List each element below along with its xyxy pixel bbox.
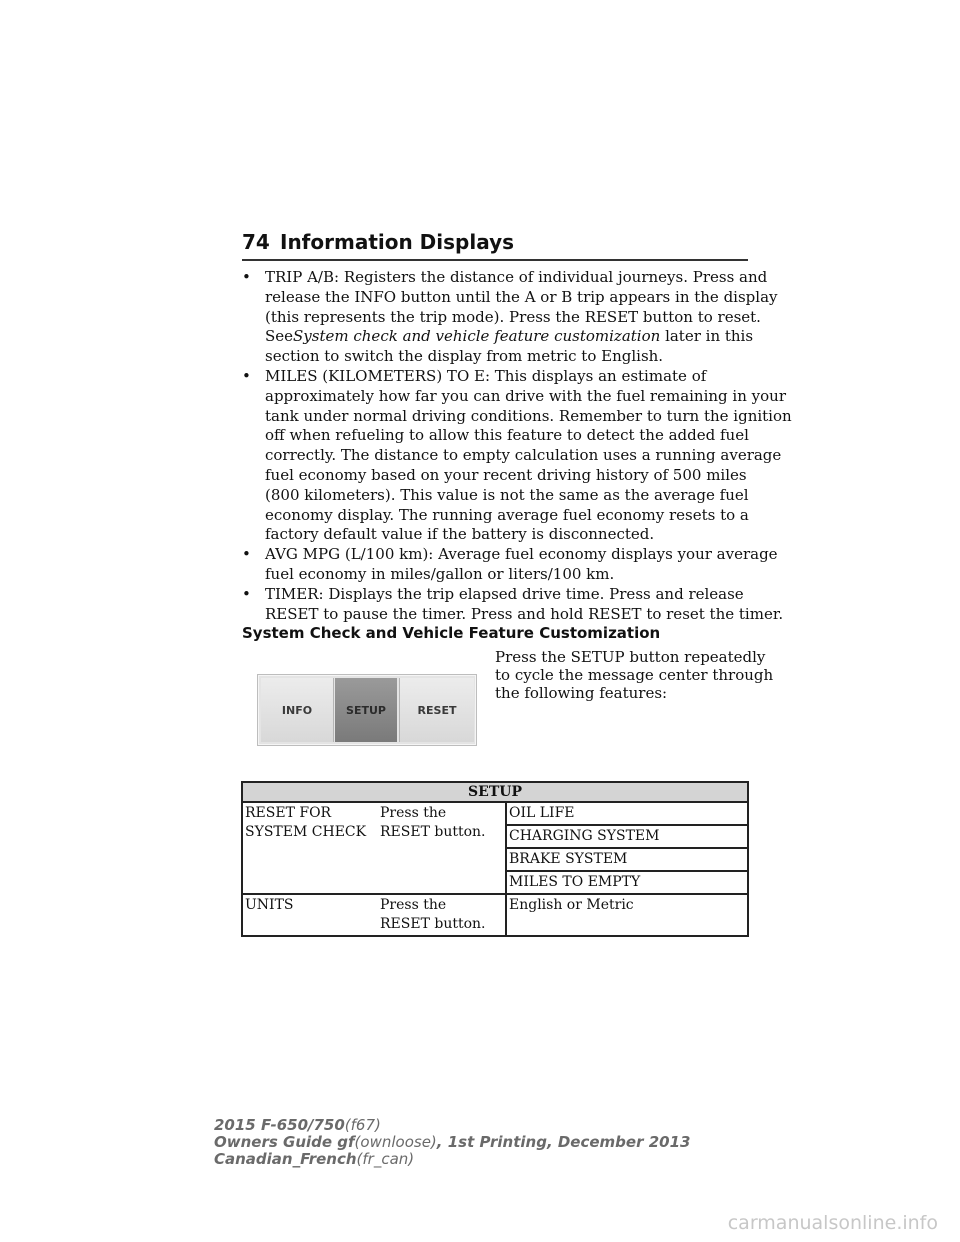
bullet-timer [242, 584, 784, 625]
table-header: SETUP [242, 782, 748, 802]
bullet-line: RESET to pause the timer. Press and hold RESET to reset the timer. [265, 604, 784, 623]
table-cell: CHARGING SYSTEM [506, 825, 748, 848]
intro-line: Press the SETUP button repeatedly [495, 648, 766, 666]
bullet-trip [242, 268, 778, 367]
footer-language: Canadian_French [214, 1150, 357, 1168]
setup-table [241, 781, 749, 937]
bullet-line: approximately how far you can drive with the fuel remaining in your [265, 386, 786, 405]
bullet-line: release the INFO button until the A or B trip appears in the display [265, 287, 778, 306]
bullet-line: tank under normal driving conditions. Remember to turn the ignition [265, 406, 792, 425]
footer-line [214, 1134, 690, 1151]
bullet-line: TRIP A/B: Registers the distance of individual journeys. Press and [265, 268, 768, 286]
bullet-line: section to switch the display from metric to English. [265, 347, 664, 366]
bullet-dot: • [242, 366, 251, 385]
bullet-see-line [265, 327, 762, 347]
cell-line: RESET button. [380, 824, 486, 840]
bullet-line: AVG MPG (L/100 km): Average fuel economy displays your average [265, 545, 778, 564]
footer-printing: , 1st Printing, December 2013 [436, 1133, 691, 1151]
intro-line: the following features: [495, 684, 668, 702]
bullet-line: (this represents the trip mode). Press the RESET button to reset. [265, 307, 761, 326]
footer-line [214, 1117, 690, 1134]
bullet-line: (800 kilometers). This value is not the same as the average fuel [265, 485, 749, 504]
see-prefix: See [265, 327, 294, 346]
section-heading: System Check and Vehicle Feature Customization [242, 624, 661, 642]
bullet-miles-to-empty [242, 366, 792, 545]
bullet-line: off when refueling to allow this feature to detect the added fuel [265, 426, 749, 445]
bullet-dot: • [242, 268, 251, 286]
bullet-dot: • [242, 584, 251, 603]
print-footer [214, 1117, 690, 1168]
footer-type: (ownloose) [354, 1133, 437, 1151]
table-row [242, 894, 748, 936]
bullet-line: correctly. The distance to empty calculation uses a running average [265, 446, 782, 465]
bullet-list [242, 268, 792, 624]
table-cell: BRAKE SYSTEM [506, 848, 748, 871]
bullet-line: TIMER: Displays the trip elapsed drive time. Press and release [265, 584, 744, 603]
see-suffix: later in this [665, 327, 754, 346]
footer-code: (f67) [344, 1116, 381, 1134]
bullet-line: factory default value if the battery is disconnected. [265, 525, 655, 544]
table-cell [378, 802, 506, 894]
cell-line: Press the [380, 897, 447, 913]
footer-model: 2015 F-650/750 [214, 1116, 345, 1134]
bullet-line: economy display. The running average fuel economy resets to a [265, 505, 749, 524]
bullet-dot: • [242, 545, 251, 564]
table-cell [242, 802, 378, 894]
table-cell: English or Metric [506, 894, 748, 936]
table-header-row [242, 782, 748, 802]
cell-line: RESET button. [380, 916, 486, 932]
table-cell: MILES TO EMPTY [506, 871, 748, 894]
table-row [242, 802, 748, 825]
section-intro [495, 648, 774, 702]
page-number: 74 [242, 230, 270, 254]
footer-guide: Owners Guide gf [214, 1133, 355, 1151]
intro-line: to cycle the message center through [495, 666, 774, 684]
bullet-avg-mpg [242, 545, 778, 585]
table-cell: UNITS [242, 894, 378, 936]
watermark: carmanualsonline.info [727, 1212, 938, 1234]
reset-button[interactable]: RESET [399, 678, 474, 742]
cross-reference-link[interactable]: System check and vehicle feature customization [293, 327, 661, 346]
info-button[interactable]: INFO [261, 678, 334, 742]
control-button-strip [257, 674, 477, 746]
cell-line: SYSTEM CHECK [245, 824, 367, 840]
bullet-line: MILES (KILOMETERS) TO E: This displays an estimate of [265, 366, 707, 385]
cell-line: Press the [380, 805, 447, 821]
bullet-line: fuel economy in miles/gallon or liters/100 km. [265, 564, 615, 583]
page-title: Information Displays [280, 230, 515, 254]
bullet-line: fuel economy based on your recent driving history of 500 miles [265, 465, 747, 484]
footer-lang-code: (fr_can) [356, 1150, 415, 1168]
setup-button[interactable]: SETUP [335, 678, 397, 742]
cell-line: RESET FOR [245, 805, 332, 821]
footer-line [214, 1151, 690, 1168]
header-rule [242, 259, 748, 261]
table-cell [378, 894, 506, 936]
table-cell: OIL LIFE [506, 802, 748, 825]
